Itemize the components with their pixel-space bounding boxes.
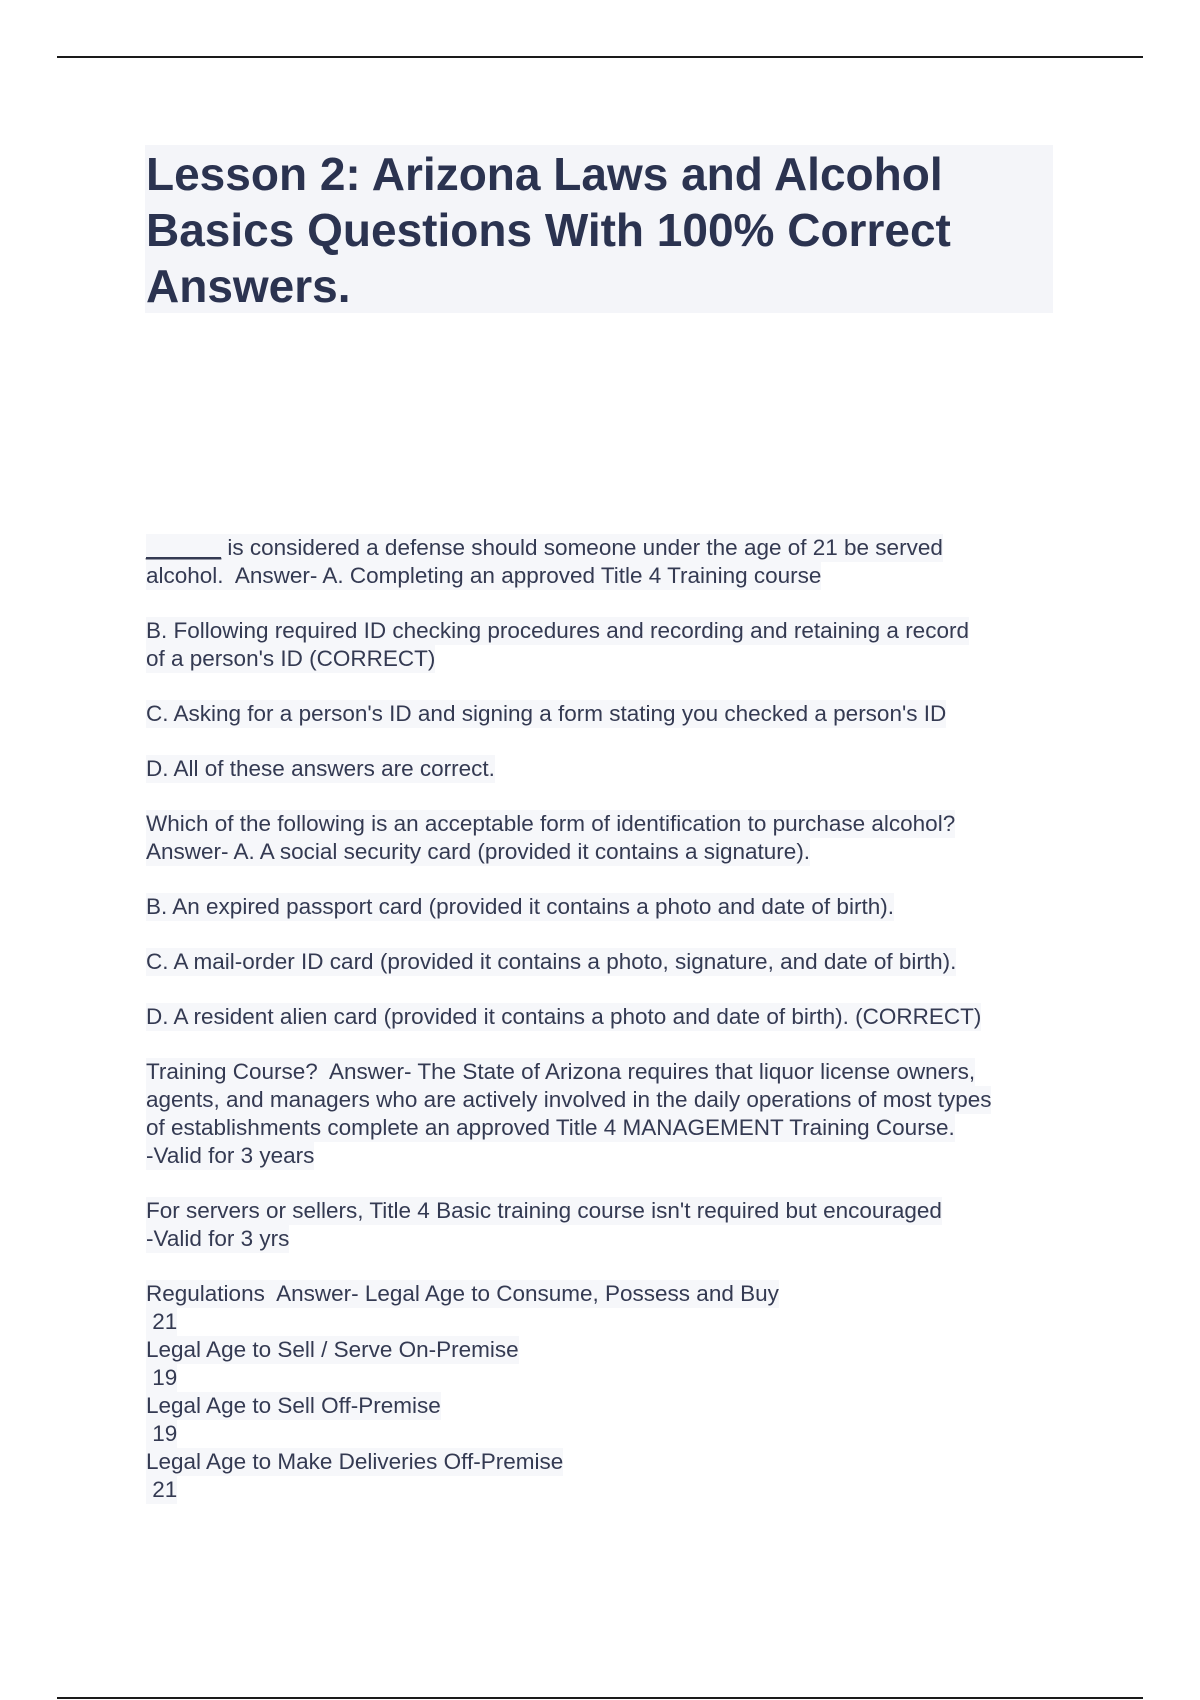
question-1 — [146, 534, 1066, 590]
bottom-rule — [57, 1697, 1143, 1699]
q1-option-b — [146, 617, 1066, 673]
q2-option-c-text: C. A mail-order ID card (provided it contains a photo, signature, and date of birth). — [146, 949, 957, 974]
q4-age-2: 19 — [146, 1365, 178, 1390]
q3-line-1: Training Course? Answer- The State of Arizona requires that liquor license owners, — [146, 1059, 976, 1084]
q3-line-2: agents, and managers who are actively involved in the daily operations of most types — [146, 1087, 992, 1112]
q1-option-d — [146, 755, 1066, 783]
question-2 — [146, 810, 1066, 866]
q2-option-d-text: D. A resident alien card (provided it contains a photo and date of birth). (CORRECT) — [146, 1004, 982, 1029]
q1-option-b-line-1: B. Following required ID checking procedures and recording and retaining a record — [146, 618, 969, 643]
q1-option-c — [146, 700, 1066, 728]
q3-servers-line-2: -Valid for 3 yrs — [146, 1226, 290, 1251]
q2-option-d — [146, 1003, 1066, 1031]
q1-line-2: alcohol. Answer- A. Completing an approved Title 4 Training course — [146, 563, 822, 588]
q1-blank: ______ — [146, 535, 222, 560]
q4-age-3: 19 — [146, 1421, 178, 1446]
q2-option-b — [146, 893, 1066, 921]
document-body — [146, 534, 1066, 1504]
q1-option-c-text: C. Asking for a person's ID and signing a form stating you checked a person's ID — [146, 701, 947, 726]
page-title: Lesson 2: Arizona Laws and Alcohol Basics Questions With 100% Correct Answers. — [146, 148, 951, 312]
q3-line-4: -Valid for 3 years — [146, 1143, 315, 1168]
top-rule — [57, 56, 1143, 58]
question-4 — [146, 1280, 1066, 1504]
q2-line-2: Answer- A. A social security card (provided it contains a signature). — [146, 839, 811, 864]
question-3 — [146, 1058, 1066, 1170]
q1-option-d-text: D. All of these answers are correct. — [146, 756, 495, 781]
q1-line-1-text: is considered a defense should someone under the age of 21 be served — [221, 535, 943, 560]
q3-line-3: of establishments complete an approved Title 4 MANAGEMENT Training Course. — [146, 1115, 955, 1140]
q2-option-c — [146, 948, 1066, 976]
q2-line-1: Which of the following is an acceptable form of identification to purchase alcohol? — [146, 811, 956, 836]
q4-label-4: Legal Age to Make Deliveries Off-Premise — [146, 1449, 564, 1474]
q1-line-1 — [146, 534, 943, 562]
q4-label-3: Legal Age to Sell Off-Premise — [146, 1393, 441, 1418]
q4-age-4: 21 — [146, 1477, 178, 1502]
q4-label-2: Legal Age to Sell / Serve On-Premise — [146, 1337, 519, 1362]
q2-option-b-text: B. An expired passport card (provided it contains a photo and date of birth). — [146, 894, 894, 919]
q4-age-1: 21 — [146, 1309, 178, 1334]
q3-servers-line-1: For servers or sellers, Title 4 Basic training course isn't required but encouraged — [146, 1198, 942, 1223]
q3-servers-note — [146, 1197, 1066, 1253]
q1-option-b-line-2: of a person's ID (CORRECT) — [146, 646, 436, 671]
q4-line-1: Regulations Answer- Legal Age to Consume, Possess and Buy — [146, 1281, 779, 1306]
